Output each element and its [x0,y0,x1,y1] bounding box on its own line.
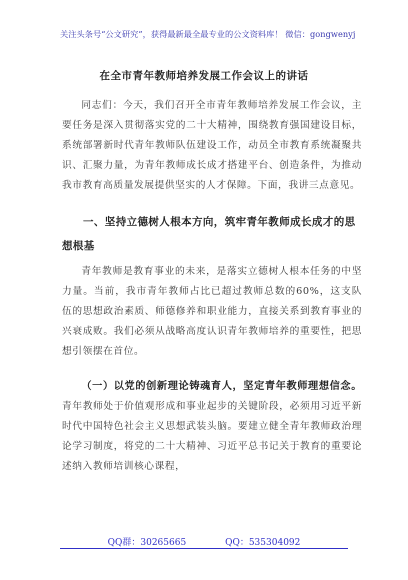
header-promo-text: 关注头条号“公文研究”，获得最新最全最专业的公文资料库！ 微信：gongwenyj [60,29,356,39]
footer-contact [0,535,408,548]
footer-qq-group: QQ群：30265665 [107,538,187,548]
paragraph-2: 青年教师是教育事业的未来，是落实立德树人根本任务的中坚力量。当前，我市青年教师占比已超过教师总数的60%，这支队伍的思想政治素质、师德修养和职业能力，直接关系到教育事业的兴衰成败。我们必须从战略高度认识青年教师培养的重要性，把思想引领摆在首位。 [62,266,362,357]
subsection-heading: （一）以党的创新理论铸魂育人，坚定青年教师理想信念。 [81,380,362,392]
footer-qq: QQ：535304092 [225,538,301,548]
paragraph-3 [62,376,362,477]
paragraph-opening: 同志们：今天，我们召开全市青年教师培养发展工作会议，主要任务是深入贯彻落实党的二十大精神，围绕教育强国建设目标，系统部署新时代青年教师队伍建设工作，动员全市教育系统凝聚共识、汇聚力量，为青年教师成长成才搭建平台、创造条件，为推动我市教育高质量发展提供坚实的人才保障。下面，我讲三点意见。 [62,100,362,191]
section-heading-1: 一、坚持立德树人根本方向，筑牢青年教师成长成才的思想根基 [62,216,356,252]
footer-divider [60,548,348,549]
paragraph-3-body: 青年教师处于价值观形成和事业起步的关键阶段，必须用习近平新时代中国特色社会主义思想武装头脑。要建立健全青年教师政治理论学习制度，将党的二十大精神、习近平总书记关于教育的重要论述纳入教师培训核心课程， [62,401,362,472]
document-title: 在全市青年教师培养发展工作会议上的讲话 [99,70,309,82]
